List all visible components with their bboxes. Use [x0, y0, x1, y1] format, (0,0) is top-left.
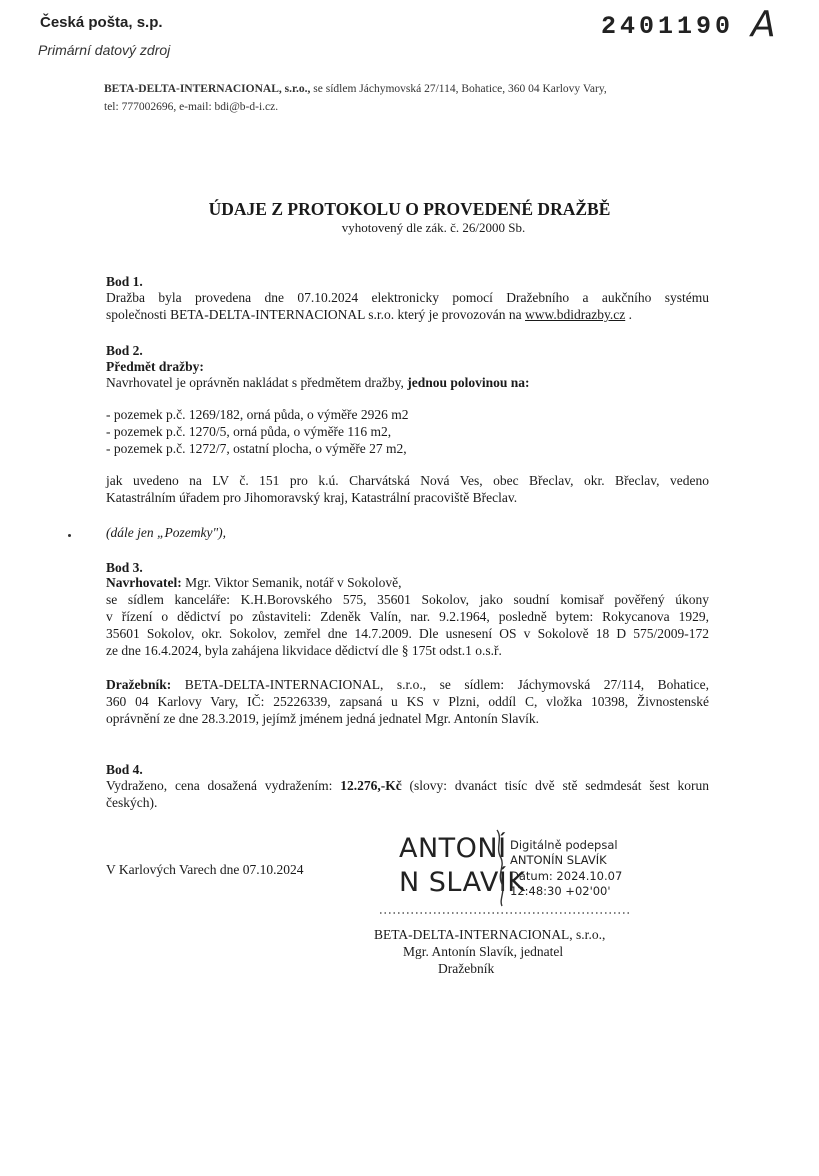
parcel-item: - pozemek p.č. 1270/5, orná půda, o výměře 116 m2, — [106, 424, 392, 439]
parcel-item: - pozemek p.č. 1269/182, orná půda, o výměře 2926 m2 — [106, 407, 409, 422]
bod4-heading: Bod 4. — [106, 762, 143, 777]
auction-website-link[interactable]: www.bdidrazby.cz — [525, 307, 626, 322]
bod2-lv-line-1: jak uvedeno na LV č. 151 pro k.ú. Charvátská Nová Ves, obec Břeclav, okr. Břeclav, vedeno — [106, 473, 709, 488]
signature-info-line: 12:48:30 +02'00' — [510, 884, 611, 898]
bod3-drazebnik — [106, 676, 709, 693]
signature-divider-icon — [493, 828, 507, 908]
bod2-lv-line-2: Katastrálním úřadem pro Jihomoravský kraj, Katastrální pracoviště Břeclav. — [106, 490, 518, 505]
bod1-line-1: Dražba byla provedena dne 07.10.2024 elektronicky pomocí Dražebního a aukčního systému — [106, 290, 709, 305]
signature-name-line-1: ANTONÍ — [399, 833, 507, 864]
signature-info-line: Datum: 2024.10.07 — [510, 869, 623, 883]
place-date: V Karlových Varech dne 07.10.2024 — [106, 862, 304, 877]
navrhovatel-label: Navrhovatel: — [106, 575, 182, 590]
navrhovatel-name: Mgr. Viktor Semanik, notář v Sokolově, — [181, 575, 402, 590]
bod3-line: se sídlem kanceláře: K.H.Borovského 575, 35601 Sokolov, jako soudní komisař pověřený úkony — [106, 592, 709, 607]
document-subtitle: vyhotovený dle zák. č. 26/2000 Sb. — [341, 220, 526, 235]
scan-speck — [68, 534, 71, 537]
letterhead-address: se sídlem Jáchymovská 27/114, Bohatice, 360 04 Karlovy Vary, — [313, 83, 607, 95]
signature-dotted-line — [380, 910, 630, 916]
bod3-line: v řízení o dědictví po zůstaviteli: Zdeněk Valín, nar. 9.2.1964, posledně bytem: Rokycanova 1929, — [106, 609, 709, 624]
bod3-navrhovatel — [106, 574, 709, 591]
bod4-price-words: (slovy: dvanáct tisíc dvě stě sedmdesát šest korun — [401, 778, 709, 793]
bod4-line-2: českých). — [106, 795, 158, 810]
drazebnik-label: Dražebník: — [106, 677, 172, 692]
bod2-intro-bold: jednou polovinou na: — [407, 375, 530, 390]
bod1-line-2-end: . — [625, 307, 632, 322]
bod3-line: 35601 Sokolov, okr. Sokolov, zemřel dne 14.7.2009. Dle usnesení OS v Sokolově 18 D 575/2009-172 — [106, 626, 709, 641]
letterhead-line-1 — [104, 83, 607, 95]
bod3-heading: Bod 3. — [106, 560, 143, 575]
signature-info-line: Digitálně podepsal — [510, 838, 618, 852]
bod1-line-2 — [106, 306, 709, 323]
drazebnik-line: 360 04 Karlovy Vary, IČ: 25226339, zapsaná u KS v Plzni, oddíl C, vložka 10398, Živnostenské — [106, 694, 709, 709]
bod3-line: ze dne 16.4.2024, byla zahájena likvidace dědictví dle § 175t odst.1 o.s.ř. — [106, 643, 502, 658]
drazebnik-line: oprávnění ze dne 28.3.2019, jejímž jménem jedná jednatel Mgr. Antonín Slavík. — [106, 711, 540, 726]
signature-name-line-2: N SLAVÍK — [399, 867, 526, 898]
bod1-heading: Bod 1. — [106, 274, 143, 289]
bod2-note: (dále jen „Pozemky"), — [106, 525, 227, 540]
document-title: ÚDAJE Z PROTOKOLU O PROVEDENÉ DRAŽBĚ — [208, 199, 611, 219]
bod2-heading: Bod 2. — [106, 343, 143, 358]
letterhead-company: BETA-DELTA-INTERNACIONAL, s.r.o., — [104, 83, 311, 95]
postal-stamp-sub: Primární datový zdroj — [38, 42, 171, 58]
bod2-subheading: Předmět dražby: — [106, 359, 204, 374]
bod2-intro-text: Navrhovatel je oprávněn nakládat s předmětem dražby, — [106, 375, 408, 390]
postal-stamp-org: Česká pošta, s.p. — [40, 14, 163, 31]
parcel-item: - pozemek p.č. 1272/7, ostatní plocha, o výměře 27 m2, — [106, 441, 407, 456]
bod4-line-1 — [106, 777, 709, 794]
bod4-price: 12.276,-Kč — [340, 778, 402, 793]
bod1-line-2-text: společnosti BETA-DELTA-INTERNACIONAL s.r.o. který je provozován na — [106, 307, 526, 322]
sign-person: Mgr. Antonín Slavík, jednatel — [403, 944, 564, 959]
reference-number: 2401190 — [601, 12, 735, 41]
signature-info-line: ANTONÍN SLAVÍK — [510, 853, 607, 867]
bod4-price-label: Vydraženo, cena dosažená vydražením: — [106, 778, 341, 793]
drazebnik-name: BETA-DELTA-INTERNACIONAL, s.r.o., se sídlem: Jáchymovská 27/114, Bohatice, — [171, 677, 709, 692]
sign-role: Dražebník — [438, 961, 495, 976]
bod2-intro — [106, 374, 709, 391]
letterhead-line-2: tel: 777002696, e-mail: bdi@b-d-i.cz. — [104, 101, 279, 113]
reference-suffix: A — [751, 4, 776, 45]
sign-company: BETA-DELTA-INTERNACIONAL, s.r.o., — [374, 927, 606, 942]
